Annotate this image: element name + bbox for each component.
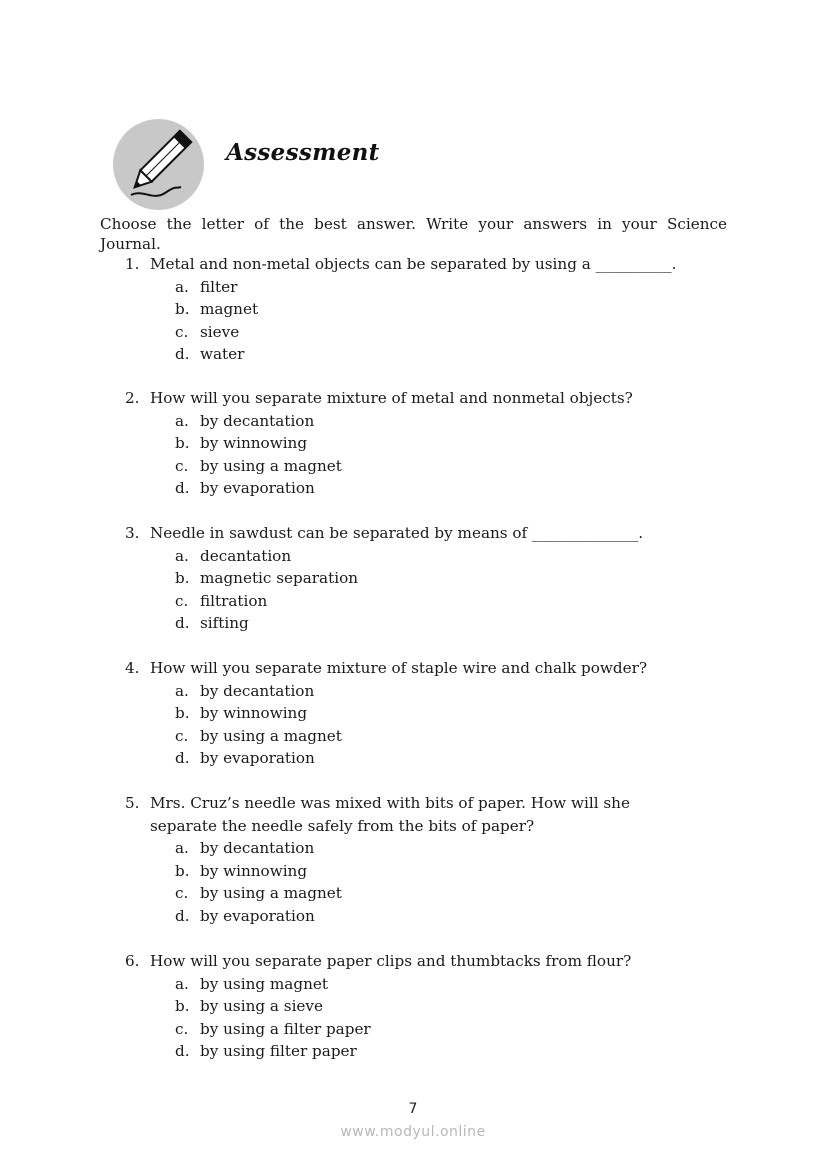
- option-letter: d.: [175, 1042, 190, 1060]
- option-text: by evaporation: [200, 479, 315, 497]
- question-3: [125, 522, 725, 635]
- option-letter: d.: [175, 614, 190, 632]
- option-letter: c.: [175, 591, 189, 610]
- option-b: [175, 995, 725, 1018]
- option-text: water: [200, 345, 245, 363]
- option-text: sifting: [200, 614, 249, 632]
- option-letter: a.: [175, 681, 189, 700]
- option-text: by evaporation: [200, 749, 315, 767]
- option-text: filter: [200, 277, 238, 296]
- question-number: 5.: [125, 794, 140, 812]
- option-d: [175, 905, 665, 928]
- question-number: 6.: [125, 952, 140, 970]
- option-letter: b.: [175, 861, 190, 880]
- question-text: How will you separate paper clips and thumbtacks from flour?: [150, 952, 632, 970]
- option-letter: c.: [175, 1019, 189, 1038]
- option-letter: a.: [175, 974, 189, 993]
- option-text: decantation: [200, 546, 292, 565]
- option-b: [175, 298, 725, 321]
- option-letter: d.: [175, 345, 190, 363]
- question-number: 3.: [125, 524, 140, 542]
- option-d: [175, 612, 725, 635]
- option-d: [175, 747, 725, 770]
- option-c: [175, 455, 725, 478]
- assessment-header: [113, 119, 513, 211]
- question-1: [125, 253, 725, 366]
- page-number: 7: [408, 1101, 418, 1117]
- option-text: by decantation: [200, 681, 315, 700]
- option-letter: c.: [175, 726, 189, 745]
- option-letter: a.: [175, 839, 189, 857]
- option-letter: b.: [175, 434, 190, 452]
- option-text: by using filter paper: [200, 1042, 357, 1060]
- option-text: by using a magnet: [200, 456, 342, 475]
- option-b: [175, 702, 725, 725]
- question-number: 4.: [125, 659, 140, 677]
- option-text: by using a filter paper: [200, 1019, 371, 1038]
- option-a: [175, 545, 725, 568]
- instructions: Choose the letter of the best answer. Write your answers in your Science Journal.: [100, 215, 727, 253]
- question-text: Metal and non-metal objects can be separated by using a __________.: [150, 255, 677, 273]
- question-4: [125, 657, 725, 770]
- option-text: by winnowing: [200, 861, 308, 880]
- option-letter: b.: [175, 704, 190, 722]
- option-text: by evaporation: [200, 906, 315, 925]
- option-b: [175, 567, 725, 590]
- option-letter: b.: [175, 569, 190, 587]
- option-letter: d.: [175, 906, 190, 925]
- option-letter: b.: [175, 300, 190, 318]
- option-text: by using a sieve: [200, 997, 323, 1015]
- option-letter: a.: [175, 546, 189, 565]
- option-d: [175, 1040, 725, 1063]
- option-b: [175, 860, 665, 883]
- option-a: [175, 837, 665, 860]
- option-a: [175, 973, 725, 996]
- option-text: by using magnet: [200, 974, 328, 993]
- question-number: 2.: [125, 389, 140, 407]
- option-text: magnet: [200, 300, 259, 318]
- option-text: by using a magnet: [200, 884, 342, 902]
- option-letter: d.: [175, 479, 190, 497]
- option-letter: a.: [175, 411, 189, 430]
- option-c: [175, 882, 665, 905]
- question-number: 1.: [125, 255, 140, 273]
- option-b: [175, 432, 725, 455]
- option-text: sieve: [200, 322, 240, 341]
- option-text: by decantation: [200, 839, 315, 857]
- question-text: How will you separate mixture of metal and nonmetal objects?: [150, 389, 633, 407]
- option-text: by decantation: [200, 411, 315, 430]
- option-text: by winnowing: [200, 704, 308, 722]
- option-c: [175, 1018, 725, 1041]
- option-c: [175, 590, 725, 613]
- pencil-icon: [113, 119, 204, 210]
- option-d: [175, 343, 725, 366]
- option-letter: b.: [175, 997, 190, 1015]
- page-title: Assessment: [226, 139, 380, 166]
- question-6: [125, 950, 725, 1063]
- watermark: www.modyul.online: [340, 1124, 486, 1140]
- option-a: [175, 680, 725, 703]
- question-5: [125, 792, 665, 927]
- option-c: [175, 725, 725, 748]
- question-2: [125, 387, 725, 500]
- option-letter: c.: [175, 322, 189, 341]
- question-text: Needle in sawdust can be separated by means of ______________.: [150, 524, 644, 542]
- option-letter: a.: [175, 277, 189, 296]
- option-text: filtration: [200, 591, 268, 610]
- option-a: [175, 276, 725, 299]
- option-d: [175, 477, 725, 500]
- option-text: by using a magnet: [200, 726, 342, 745]
- option-letter: c.: [175, 456, 189, 475]
- option-a: [175, 410, 725, 433]
- question-text: Mrs. Cruz’s needle was mixed with bits of paper. How will she separate the needle safely from the bits of paper?: [150, 794, 630, 835]
- option-text: by winnowing: [200, 434, 308, 452]
- option-text: magnetic separation: [200, 569, 359, 587]
- option-letter: c.: [175, 884, 189, 902]
- question-text: How will you separate mixture of staple wire and chalk powder?: [150, 659, 647, 677]
- option-c: [175, 321, 725, 344]
- option-letter: d.: [175, 749, 190, 767]
